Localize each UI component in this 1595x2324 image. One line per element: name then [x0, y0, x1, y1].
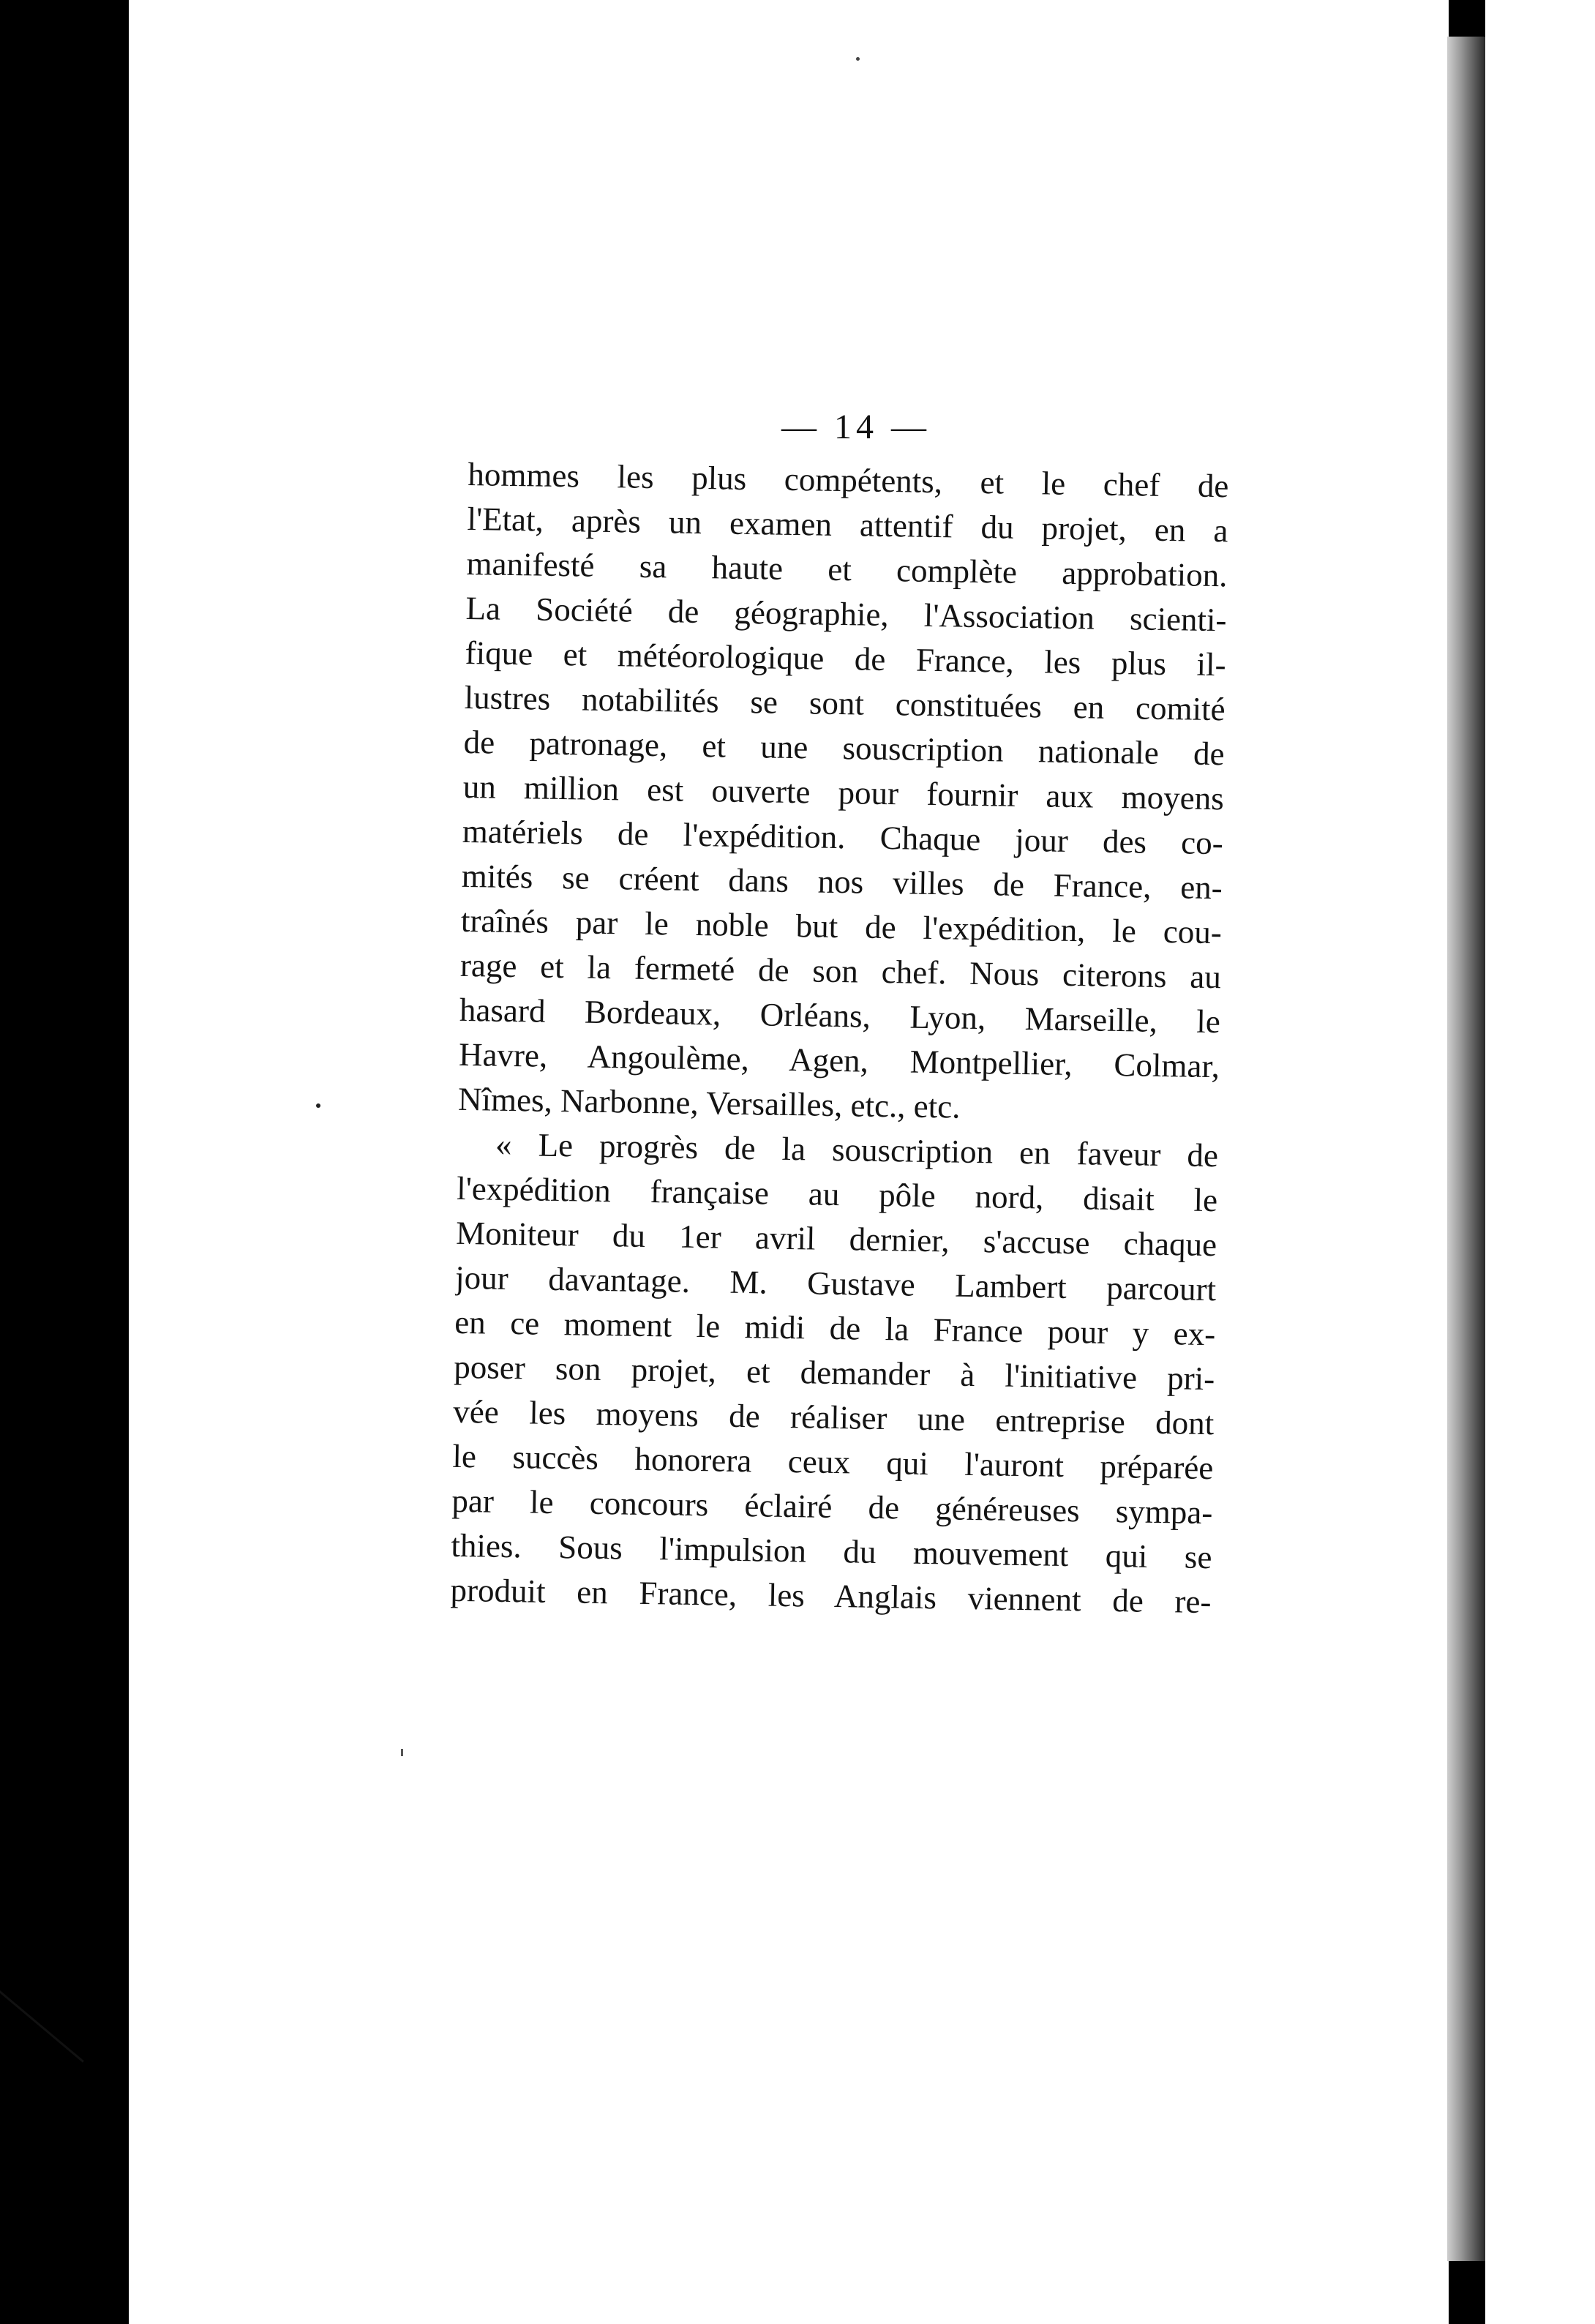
text-line: produit en France, les Anglais viennent de re- — [450, 1571, 1212, 1621]
speck-mark — [856, 57, 860, 61]
page-gutter-shadow — [1447, 37, 1485, 2261]
text-line: rage et la fermeté de son chef. Nous citerons au — [459, 946, 1222, 996]
text-line: jour davantage. M. Gustave Lambert parcourt — [454, 1259, 1217, 1308]
text-line: traînés par le noble but de l'expédition, le cou- — [460, 902, 1223, 951]
text-line: par le concours éclairé de généreuses sympa- — [451, 1482, 1213, 1532]
text-line: un million est ouverte pour fournir aux moyens — [462, 768, 1225, 817]
text-line: poser son projet, et demander à l'initiative pri- — [453, 1348, 1215, 1398]
text-line: lustres notabilités se sont constituées en comité — [464, 678, 1226, 728]
text-line: de patronage, et une souscription nationale de — [463, 723, 1226, 773]
text-line: mités se créent dans nos villes de France, en- — [461, 857, 1223, 907]
speck-mark — [316, 1103, 320, 1108]
text-line: l'Etat, après un examen attentif du projet, en a — [467, 500, 1228, 550]
text-line: le succès honorera ceux qui l'auront préparée — [452, 1437, 1214, 1487]
text-line: manifesté sa haute et complète approbation. — [466, 544, 1228, 594]
text-line: thies. Sous l'impulsion du mouvement qui se — [451, 1526, 1212, 1576]
text-line: Nîmes, Narbonne, Versailles, etc., etc. — [457, 1080, 961, 1125]
text-line: fique et météorologique de France, les plus il- — [465, 634, 1226, 683]
speck-mark — [401, 1749, 403, 1756]
text-line: vée les moyens de réaliser une entreprise dont — [453, 1392, 1215, 1442]
text-line: matériels de l'expédition. Chaque jour des co- — [462, 812, 1224, 862]
text-line: l'expédition française au pôle nord, disait le — [456, 1169, 1218, 1219]
text-line: La Société de géographie, l'Association scienti- — [465, 589, 1227, 639]
text-line: Havre, Angoulème, Agen, Montpellier, Colmar, — [458, 1035, 1220, 1085]
body-text — [450, 452, 1229, 1624]
text-line: en ce moment le midi de la France pour y ex- — [454, 1303, 1216, 1353]
facing-page-margin — [1485, 0, 1595, 2324]
text-line: Moniteur du 1er avril dernier, s'accuse chaque — [455, 1214, 1217, 1264]
text-line: hasard Bordeaux, Orléans, Lyon, Marseille, le — [459, 991, 1221, 1041]
text-line: « Le progrès de la souscription en faveur de — [495, 1125, 1219, 1174]
page-number: — 14 — — [781, 408, 931, 446]
text-line: hommes les plus compétents, et le chef de — [468, 455, 1229, 505]
